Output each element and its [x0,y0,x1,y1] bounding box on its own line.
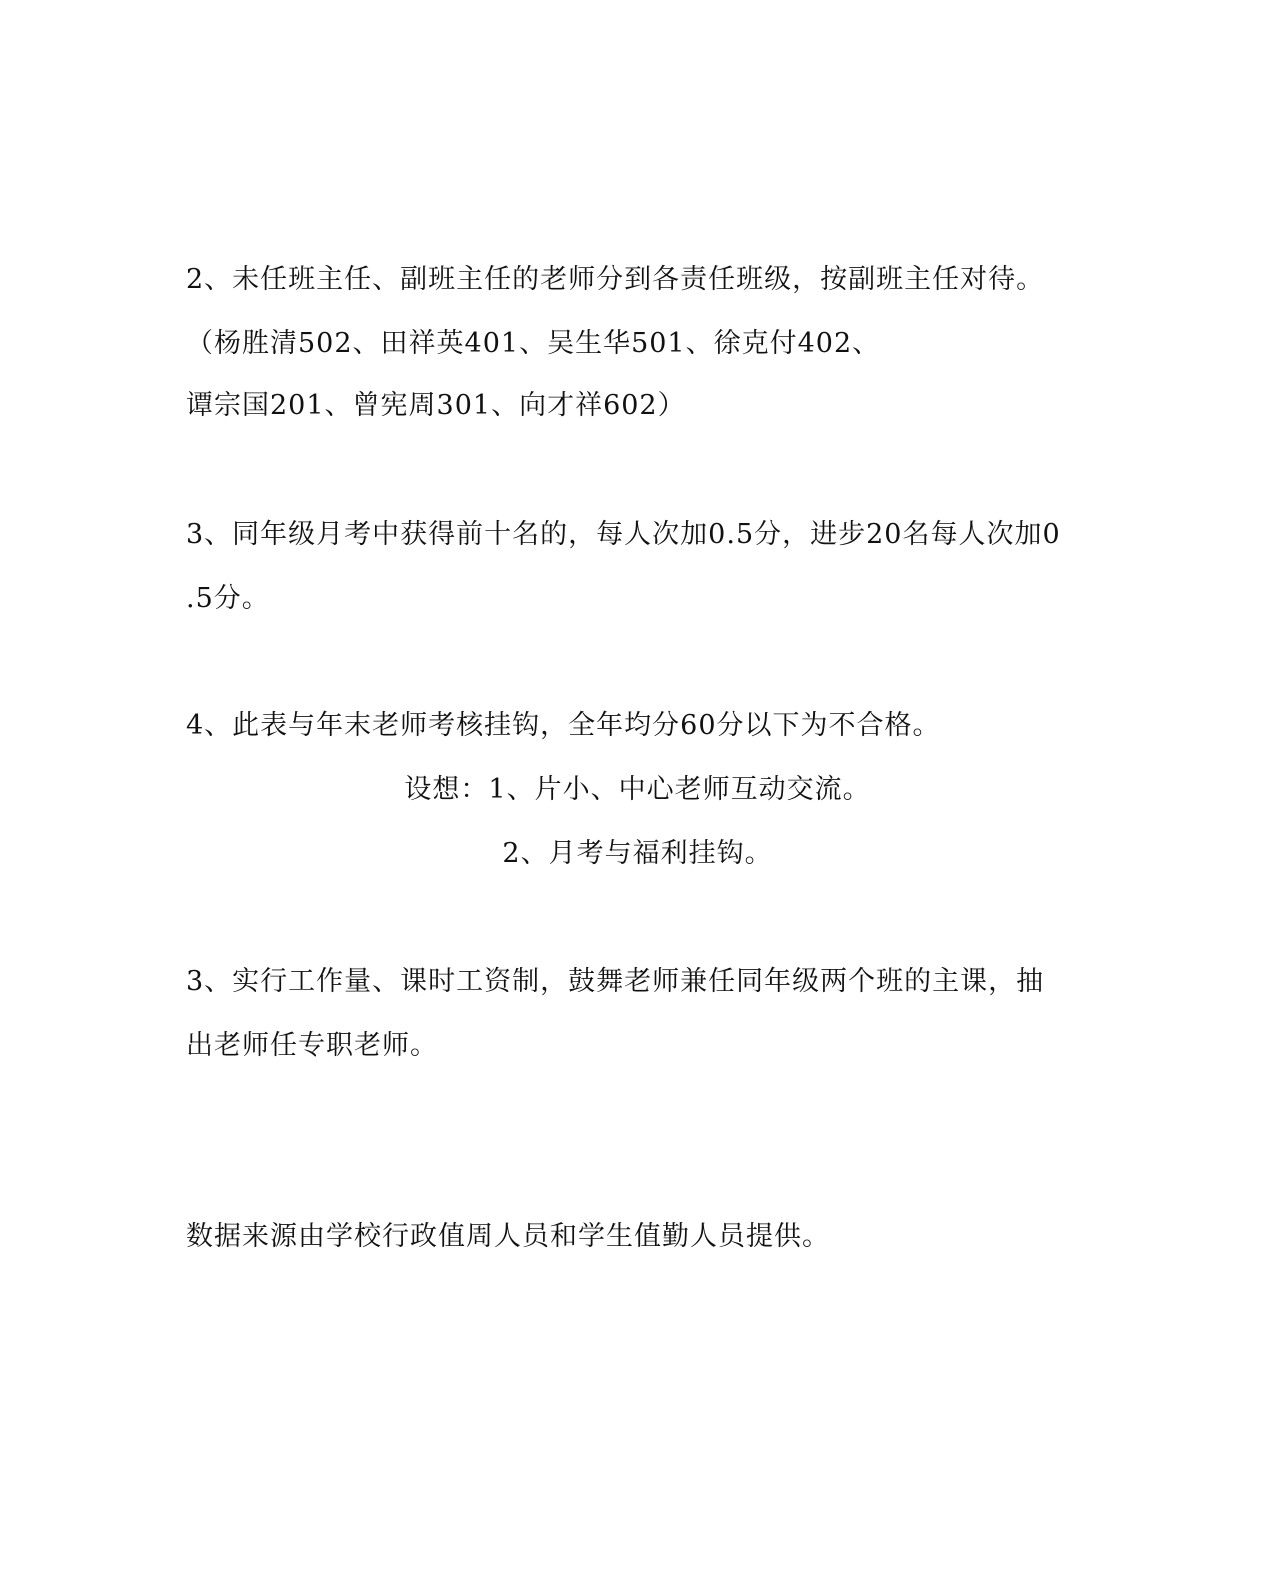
rule-4-line: 4、此表与年末老师考核挂钩，全年均分60分以下为不合格。 [186,710,941,741]
rule-2-line: 2、未任班主任、副班主任的老师分到各责任班级，按副班主任对待。 [186,264,1045,295]
rule-3-line-1: 3、同年级月考中获得前十名的，每人次加0.5分，进步20名每人次加0 [186,519,1061,550]
proposal-2-line: 2、月考与福利挂钩。 [502,838,773,869]
teacher-list-line-2: 谭宗国201、曾宪周301、向才祥602） [186,390,686,421]
proposal-3-line-1: 3、实行工作量、课时工资制，鼓舞老师兼任同年级两个班的主课，抽 [186,966,1045,997]
rule-3-line-2: .5分。 [186,583,270,614]
proposal-3-line-2: 出老师任专职老师。 [186,1030,438,1061]
data-source-line: 数据来源由学校行政值周人员和学生值勤人员提供。 [186,1221,830,1252]
teacher-list-line-1: （杨胜清502、田祥英401、吴生华501、徐克付402、 [186,328,881,359]
proposal-1-line: 设想：1、片小、中心老师互动交流。 [404,774,871,805]
